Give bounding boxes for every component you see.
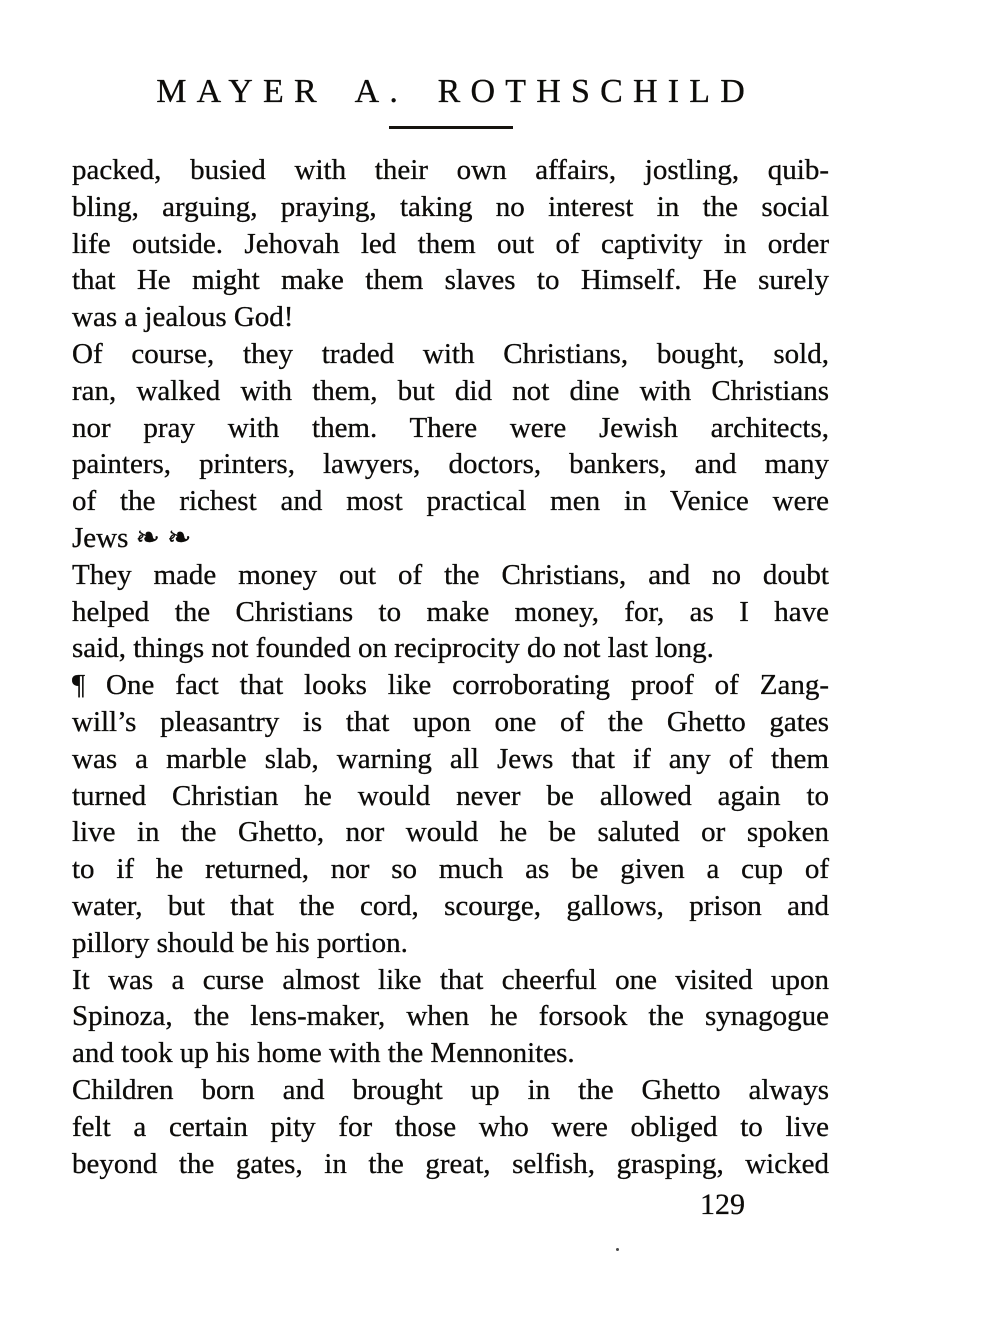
page-number: 129 — [700, 1188, 745, 1222]
text-line: Of course, they traded with Christians, bought, sold, — [72, 337, 829, 370]
text-column — [72, 74, 829, 1223]
text-line: turned Christian he would never be allowed again to — [72, 779, 829, 812]
text-line: live in the Ghetto, nor would he be saluted or spoken — [72, 816, 829, 849]
page-header-title: MAYER A. ROTHSCHILD — [156, 73, 755, 110]
text-line: painters, printers, lawyers, doctors, bankers, and many — [72, 448, 829, 481]
text-line: ran, walked with them, but did not dine with Christians — [72, 374, 829, 407]
text-line: beyond the gates, in the great, selfish, grasping, wicked — [72, 1147, 829, 1180]
text-line: They made money out of the Christians, and no doubt — [72, 558, 829, 591]
text-line: was a jealous God! — [72, 301, 294, 334]
text-line: was a marble slab, warning all Jews that if any of them — [72, 742, 829, 775]
text-line: It was a curse almost like that cheerful one visited upon — [72, 963, 829, 996]
text-line: packed, busied with their own affairs, jostling, quib- — [72, 154, 829, 186]
text-line: bling, arguing, praying, taking no interest in the social — [72, 190, 829, 223]
text-line: helped the Christians to make money, for, as I have — [72, 595, 829, 628]
text-line: life outside. Jehovah led them out of captivity in order — [72, 227, 829, 260]
text-line: Jews ❧ ❧ — [72, 521, 192, 554]
text-line: and took up his home with the Mennonites. — [72, 1037, 575, 1070]
header-divider-rule — [389, 126, 513, 129]
body-text — [72, 152, 829, 1182]
text-line: pillory should be his portion. — [72, 926, 408, 959]
scan-speck — [616, 1248, 619, 1251]
text-line: that He might make them slaves to Himself. He surely — [72, 264, 829, 297]
text-line: said, things not founded on reciprocity do not last long. — [72, 632, 714, 665]
text-line: Spinoza, the lens-maker, when he forsook the synagogue — [72, 1000, 829, 1033]
text-line: nor pray with them. There were Jewish architects, — [72, 411, 829, 444]
text-line: water, but that the cord, scourge, gallows, prison and — [72, 889, 829, 922]
text-line: Children born and brought up in the Ghetto always — [72, 1073, 829, 1106]
text-line: of the richest and most practical men in Venice were — [72, 485, 829, 518]
text-line: will’s pleasantry is that upon one of the Ghetto gates — [72, 705, 829, 738]
text-line: ¶ One fact that looks like corroborating proof of Zang- — [72, 669, 829, 702]
text-line: felt a certain pity for those who were obliged to live — [72, 1110, 829, 1143]
text-line: to if he returned, nor so much as be given a cup of — [72, 853, 829, 886]
